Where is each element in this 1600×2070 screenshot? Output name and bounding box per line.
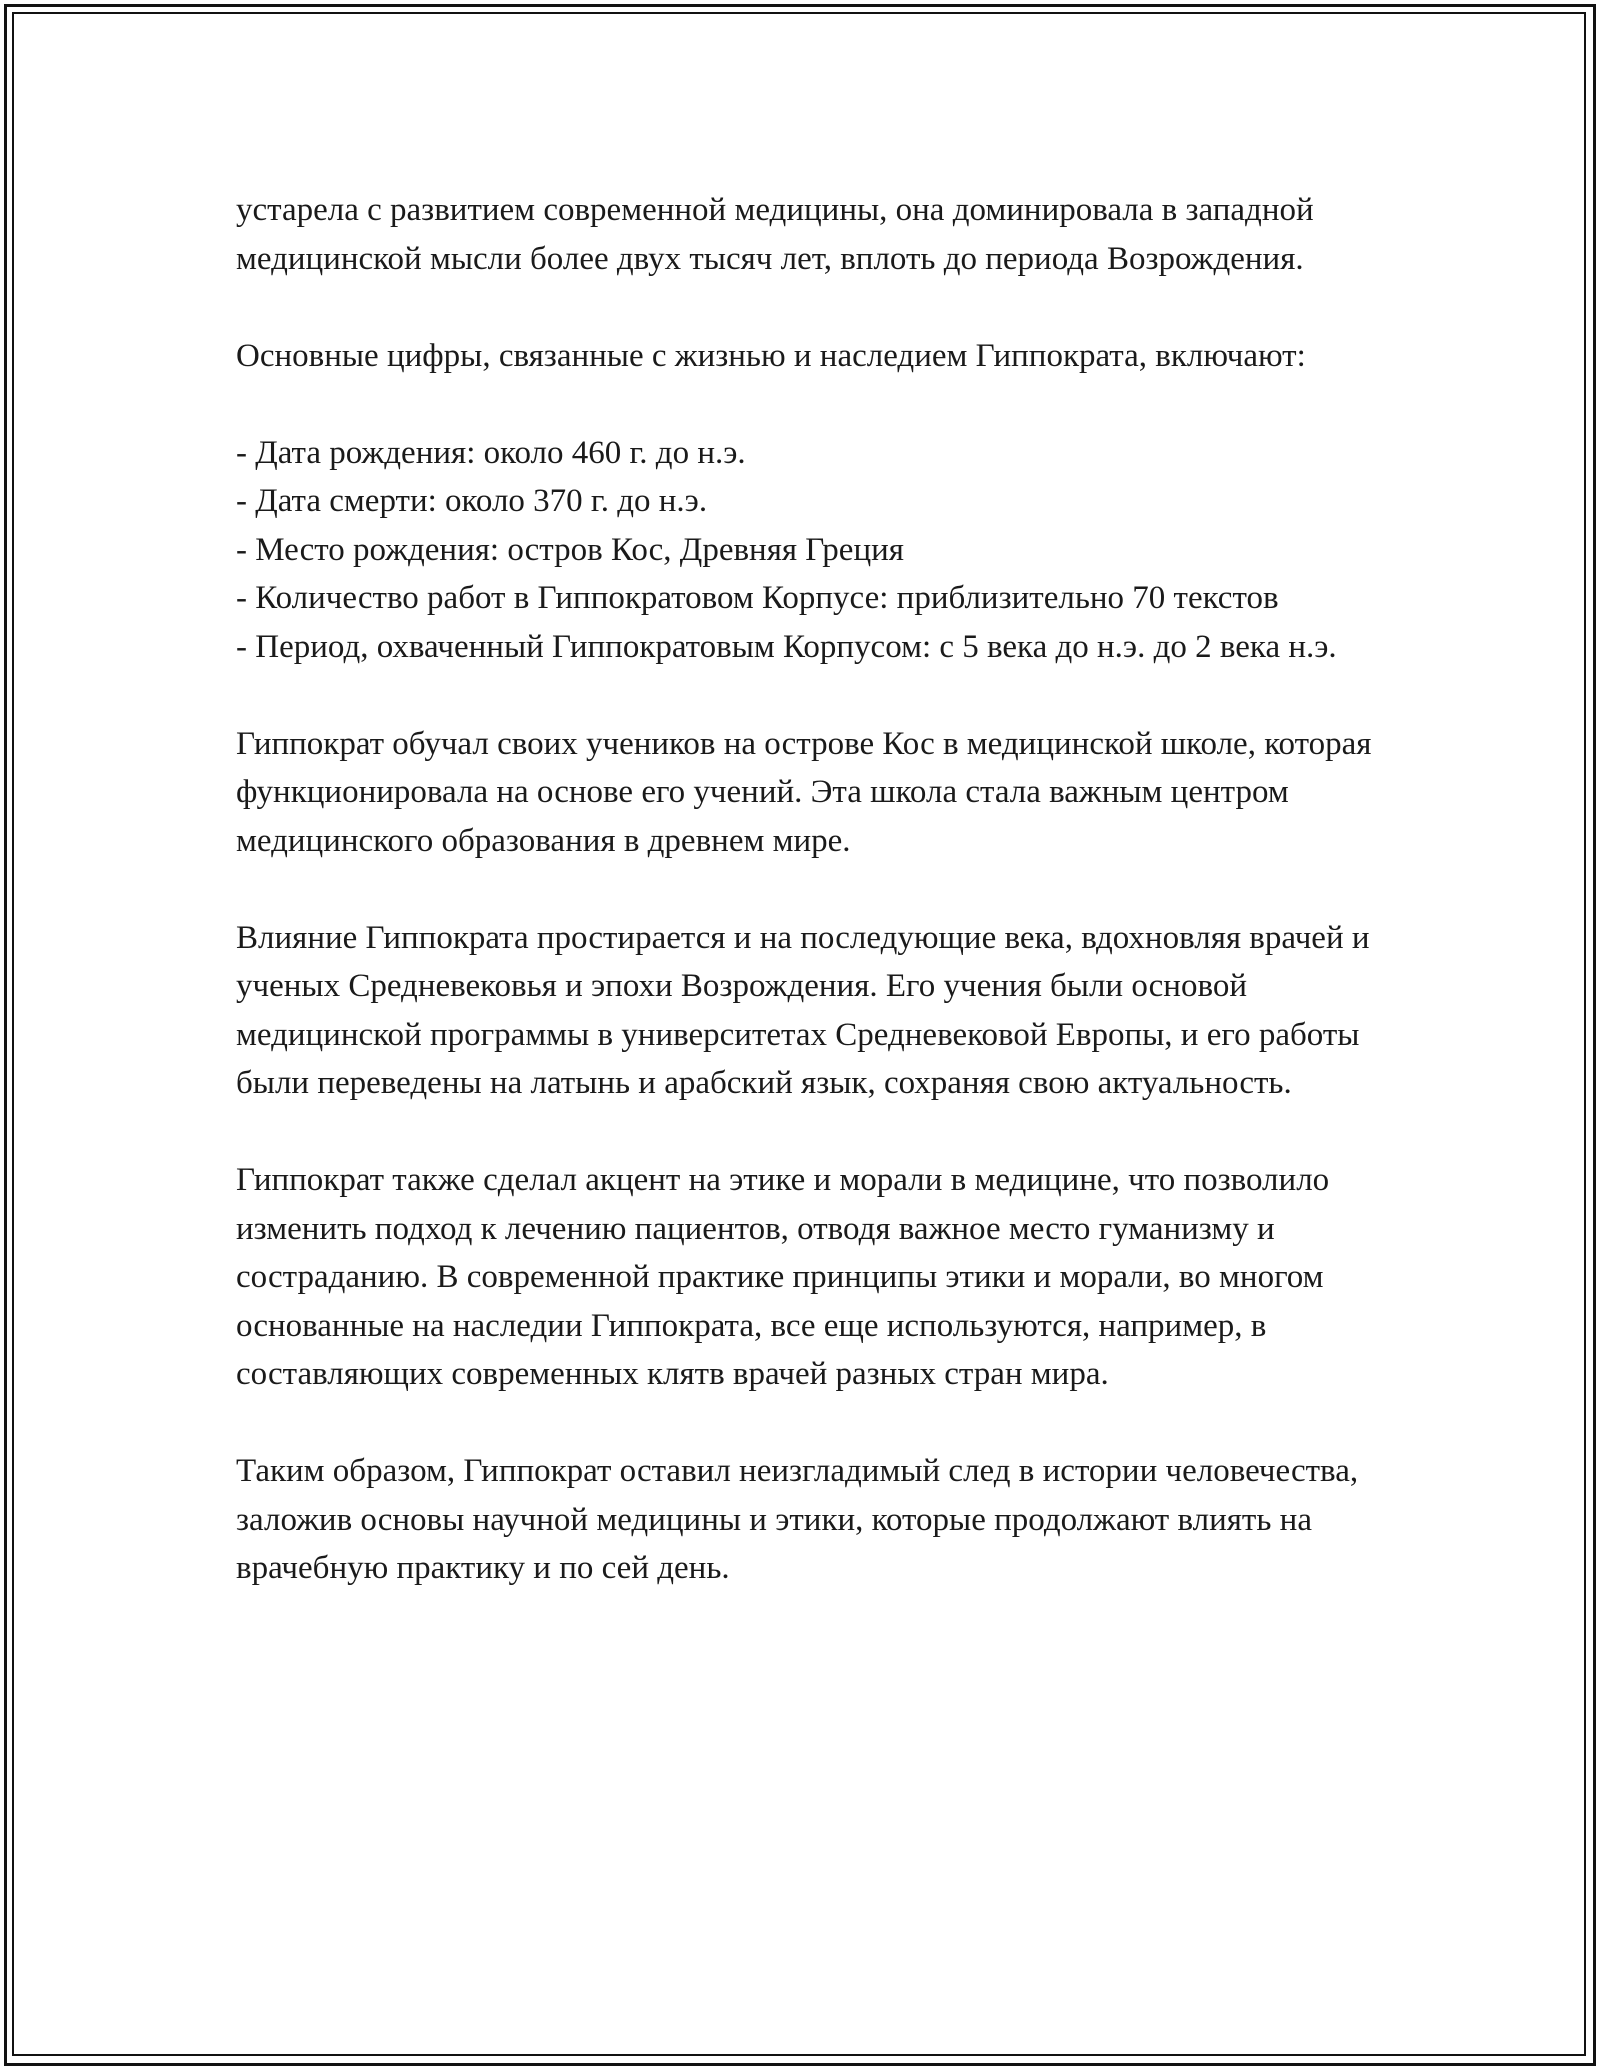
paragraph-influence: Влияние Гиппократа простирается и на последующие века, вдохновляя врачей и ученых Средневековья и эпохи Возрождения. Его учения были основой медицинской программы в университетах Средневековой Европы, и его работы были переведены на латынь и арабский язык, сохраняя свою актуальность. <box>236 919 1370 1101</box>
fact-corpus-count: - Количество работ в Гиппократовом Корпусе: приблизительно 70 текстов <box>236 574 1376 623</box>
paragraph-renaissance: устарела с развитием современной медицины, она доминировала в западной медицинской мысли более двух тысяч лет, вплоть до периода Возрождения. <box>236 192 1314 277</box>
document-body <box>236 186 1376 1641</box>
fact-corpus-period: - Период, охваченный Гиппократовым Корпусом: с 5 века до н.э. до 2 века н.э. <box>236 623 1376 672</box>
key-facts-list <box>236 429 1376 672</box>
paragraph-ethics: Гиппократ также сделал акцент на этике и морали в медицине, что позволило изменить подход к лечению пациентов, отводя важное место гуманизму и состраданию. В современной практике принципы этики и морали, во многом основанные на наследии Гиппократа, все еще используются, например, в составляющих современных клятв врачей разных стран мира. <box>236 1162 1330 1392</box>
fact-birth-date: - Дата рождения: около 460 г. до н.э. <box>236 429 1376 478</box>
fact-death-date: - Дата смерти: около 370 г. до н.э. <box>236 477 1376 526</box>
paragraph-kos-school: Гиппократ обучал своих учеников на острове Кос в медицинской школе, которая функционировала на основе его учений. Эта школа стала важным центром медицинского образования в древнем мире. <box>236 725 1372 859</box>
fact-birthplace: - Место рождения: остров Кос, Древняя Греция <box>236 526 1376 575</box>
paragraph-conclusion: Таким образом, Гиппократ оставил неизгладимый след в истории человечества, заложив основы научной медицины и этики, которые продолжают влиять на врачебную практику и по сей день. <box>236 1453 1359 1586</box>
paragraph-key-figures-intro: Основные цифры, связанные с жизнью и наследием Гиппократа, включают: <box>236 337 1306 374</box>
